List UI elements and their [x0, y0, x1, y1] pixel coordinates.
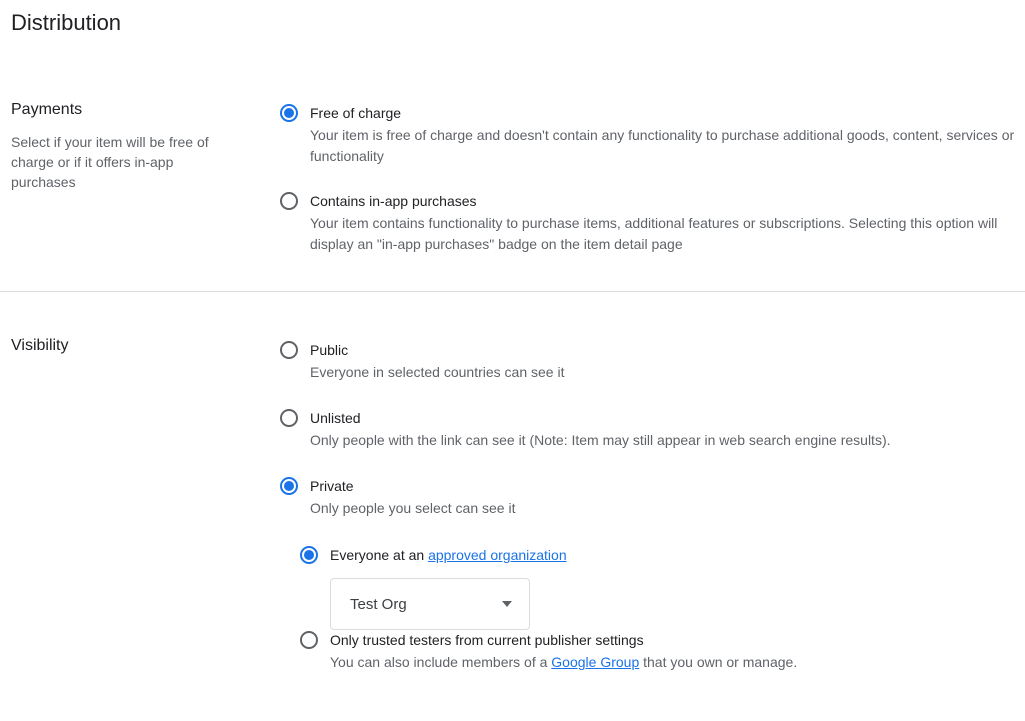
- option-label-free-of-charge: Free of charge: [310, 105, 402, 121]
- radio-unselected-icon[interactable]: [280, 192, 298, 210]
- visibility-options: [280, 336, 1025, 673]
- organization-select-value: Test Org: [350, 595, 407, 613]
- private-suboptions: [300, 545, 1025, 673]
- payments-description: Select if your item will be free of charge or if it offers in-app purchases: [11, 134, 209, 190]
- option-description-in-app-purchases: Your item contains functionality to purchase items, additional features or subscriptions. Selecting this option will display an "in-app purchases" badge on the item detail page: [310, 215, 998, 252]
- visibility-heading: Visibility: [11, 337, 69, 354]
- approved-organization-link[interactable]: approved organization: [428, 547, 567, 563]
- description-suffix: that you own or manage.: [639, 654, 798, 670]
- radio-unselected-icon[interactable]: [280, 341, 298, 359]
- radio-unselected-icon[interactable]: [280, 409, 298, 427]
- option-text: [310, 408, 891, 451]
- radio-option-approved-organization[interactable]: [300, 545, 1025, 565]
- option-text: [330, 545, 567, 565]
- option-description-private: Only people you select can see it: [310, 500, 516, 516]
- radio-option-trusted-testers[interactable]: [300, 630, 1025, 673]
- page-title: Distribution: [11, 10, 122, 35]
- option-description-free-of-charge: Your item is free of charge and doesn't contain any functionality to purchase additional goods, content, services or functionality: [310, 127, 1015, 164]
- radio-selected-icon[interactable]: [280, 104, 298, 122]
- option-text: [310, 191, 1015, 255]
- organization-select[interactable]: [330, 578, 530, 630]
- radio-unselected-icon[interactable]: [300, 631, 318, 649]
- radio-option-in-app-purchases[interactable]: [280, 191, 1025, 255]
- visibility-section: [0, 336, 1025, 673]
- dropdown-arrow-icon: [502, 601, 512, 607]
- payments-options: [280, 100, 1025, 255]
- label-prefix: Everyone at an: [330, 547, 429, 563]
- option-label-unlisted: Unlisted: [310, 410, 361, 426]
- radio-option-private[interactable]: [280, 476, 1025, 519]
- radio-option-unlisted[interactable]: [280, 408, 1025, 451]
- option-text: [310, 476, 515, 519]
- option-description-public: Everyone in selected countries can see it: [310, 364, 565, 380]
- option-text: [310, 103, 1015, 167]
- option-label-in-app-purchases: Contains in-app purchases: [310, 193, 477, 209]
- radio-selected-icon[interactable]: [280, 477, 298, 495]
- option-label-approved-organization: [330, 545, 567, 565]
- radio-option-free-of-charge[interactable]: [280, 103, 1025, 167]
- option-text: [330, 630, 797, 673]
- radio-selected-icon[interactable]: [300, 546, 318, 564]
- option-label-trusted-testers: Only trusted testers from current publisher settings: [330, 632, 644, 648]
- google-group-link[interactable]: Google Group: [551, 654, 640, 670]
- section-divider: [0, 291, 1025, 292]
- radio-option-public[interactable]: [280, 340, 1025, 383]
- payments-section: [0, 100, 1025, 255]
- description-prefix: You can also include members of a: [330, 654, 552, 670]
- option-text: [310, 340, 564, 383]
- option-label-public: Public: [310, 342, 349, 358]
- option-label-private: Private: [310, 478, 354, 494]
- payments-left-column: [11, 100, 280, 192]
- payments-heading: Payments: [11, 101, 83, 118]
- visibility-left-column: [11, 336, 280, 356]
- option-description-unlisted: Only people with the link can see it (Note: Item may still appear in web search engine results).: [310, 432, 891, 448]
- option-description-trusted-testers: [330, 652, 797, 673]
